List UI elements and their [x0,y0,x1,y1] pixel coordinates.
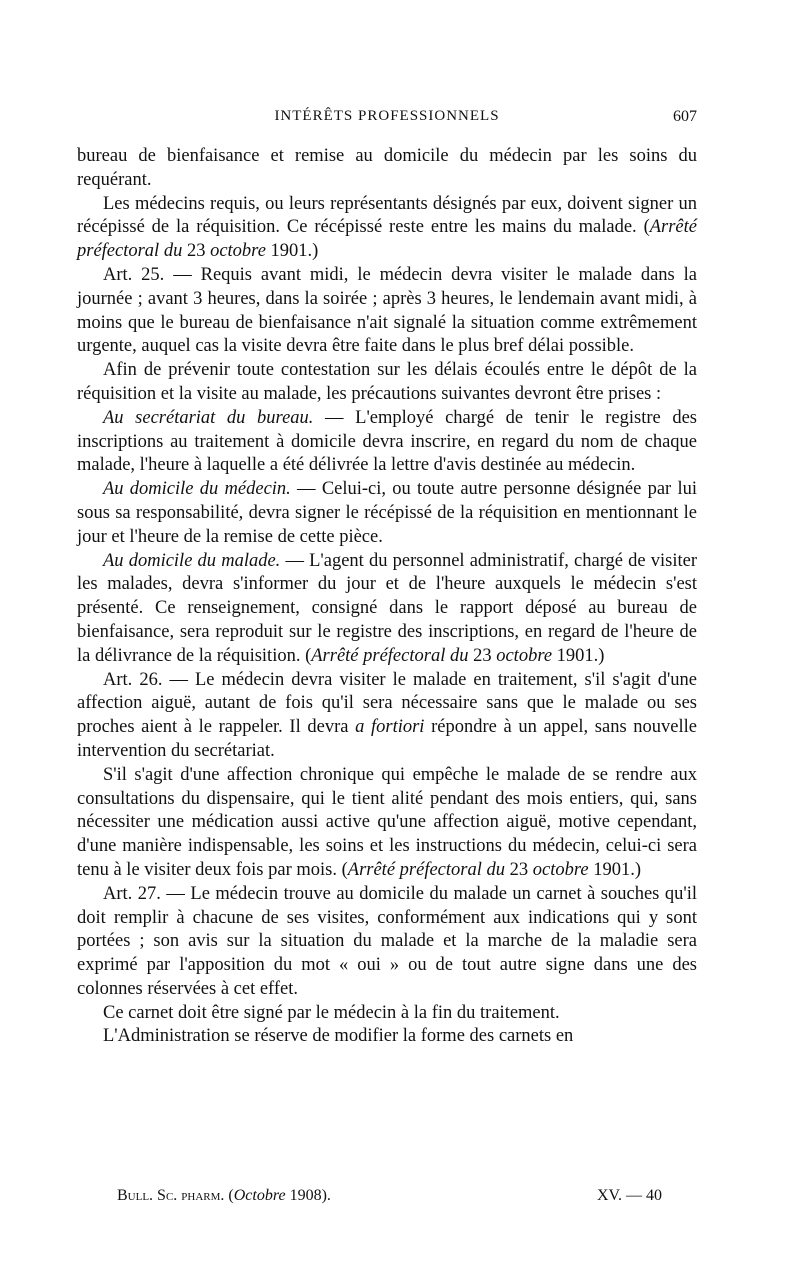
text-run: 1901.) [265,241,319,262]
paragraph [77,264,697,359]
text-run: — L'agent du personnel administratif, chargé de visiter les malades, devra s'informer du jour et de l'heure auxquels le médecin s'est présenté. Ce renseignement, consigné dans le rapport déposé au bureau de bienfaisance, sera reproduit sur le registre des inscriptions, en regard de l'heure de la délivrance de la réquisition. ( [77,550,697,666]
paragraph [77,145,697,193]
body-text [77,145,697,1049]
journal-year: 1908). [285,1187,331,1204]
italic-text: Au secrétariat du bureau. [103,407,314,428]
journal-month: Octobre [233,1187,286,1204]
paragraph [77,1025,697,1049]
paragraph [77,478,697,549]
paragraph [77,193,697,264]
text-run: bureau de bienfaisance et remise au domicile du médecin par les soins du requérant. [77,146,697,190]
paragraph [77,1002,697,1026]
text-run: Art. 25. — Requis avant midi, le médecin devra visiter le malade dans la journée ; avant 3 heures, dans la soirée ; après 3 heures, le lendemain avant midi, à moins que le bureau de bienfaisance n'ait signalé la situation comme extrêmement urgente, auquel cas la visite devra être faite dans le plus bref délai possible. [77,264,697,357]
italic-text: octobre [496,645,553,666]
text-run: répondre à un appel, sans nouvelle intervention du secrétariat. [77,717,697,761]
paragraph [77,883,697,1002]
text-run: 1901.) [552,645,605,666]
text-run: Afin de prévenir toute contestation sur les délais écoulés entre le dépôt de la réquisition et la visite au malade, les précautions suivantes devront être prises : [77,360,697,404]
page-footer [77,1187,697,1211]
text-run: Les médecins requis, ou leurs représentants désignés par eux, doivent signer un récépissé de la réquisition. Ce récépissé reste entre les mains du malade. ( [77,193,697,238]
italic-text: Arrêté préfectoral du [77,217,697,262]
text-run: L'Administration se réserve de modifier la forme des carnets en [103,1026,574,1047]
italic-text: a fortiori [355,717,425,738]
text-run: Art. 27. — Le médecin trouve au domicile du malade un carnet à souches qu'il doit remplir à chacune de ses visites, conformément aux indications qui y sont portées ; son avis sur la situation du malade et la marche de la maladie sera exprimé par l'apposition du mot « oui » ou de tout autre signe dans une des colonnes réservées à cet effet. [77,883,697,999]
text-run: 23 [182,241,211,262]
text-run: Art. 26. — Le médecin devra visiter le malade en traitement, s'il s'agit d'une affection aiguë, autant de fois qu'il sera nécessaire sans que le malade ou ses proches aient à le rappeler. Il devra [77,669,697,738]
text-run: S'il s'agit d'une affection chronique qui empêche le malade de se rendre aux consultations du dispensaire, qui le tient alité pendant des mois entiers, qui, sans nécessiter une médication aussi active qu'une affection aiguë, motive cependant, d'une manière indispensable, les soins et les instructions du médecin, celui-ci sera tenu à le visiter deux fois par mois. ( [77,764,697,880]
text-run: — L'employé chargé de tenir le registre des inscriptions au traitement à domicile devra inscrire, en regard du nom de chaque malade, l'heure à laquelle a été délivrée la lettre d'avis destinée au médecin. [77,407,697,476]
italic-text: octobre [210,241,266,262]
running-title: INTÉRÊTS PROFESSIONNELS [274,108,500,124]
text-run: — Celui-ci, ou toute autre personne désignée par lui sous sa responsabilité, devra signer le récépissé de la réquisition en mentionnant le jour et l'heure de la remise de cette pièce. [77,479,697,547]
page-header [77,106,697,132]
text-run: 23 [504,859,533,880]
paragraph [77,669,697,764]
text-run: 23 [468,645,497,666]
text-run: 1901.) [588,859,641,880]
italic-text: octobre [532,859,589,880]
page-number: 607 [673,108,697,125]
italic-text: Arrêté préfectoral du [311,645,469,666]
italic-text: Arrêté préfectoral du [347,859,505,880]
paragraph [77,764,697,883]
signature-mark: XV. — 40 [596,1187,662,1204]
text-run: Ce carnet doit être signé par le médecin à la fin du traitement. [103,1002,560,1023]
paragraph [77,407,697,478]
journal-reference [117,1187,331,1205]
paragraph [77,550,697,669]
italic-text: Au domicile du médecin. [103,479,291,500]
journal-name: Bull. Sc. pharm. ( [117,1187,234,1204]
italic-text: Au domicile du malade. [103,550,281,571]
paragraph [77,359,697,407]
